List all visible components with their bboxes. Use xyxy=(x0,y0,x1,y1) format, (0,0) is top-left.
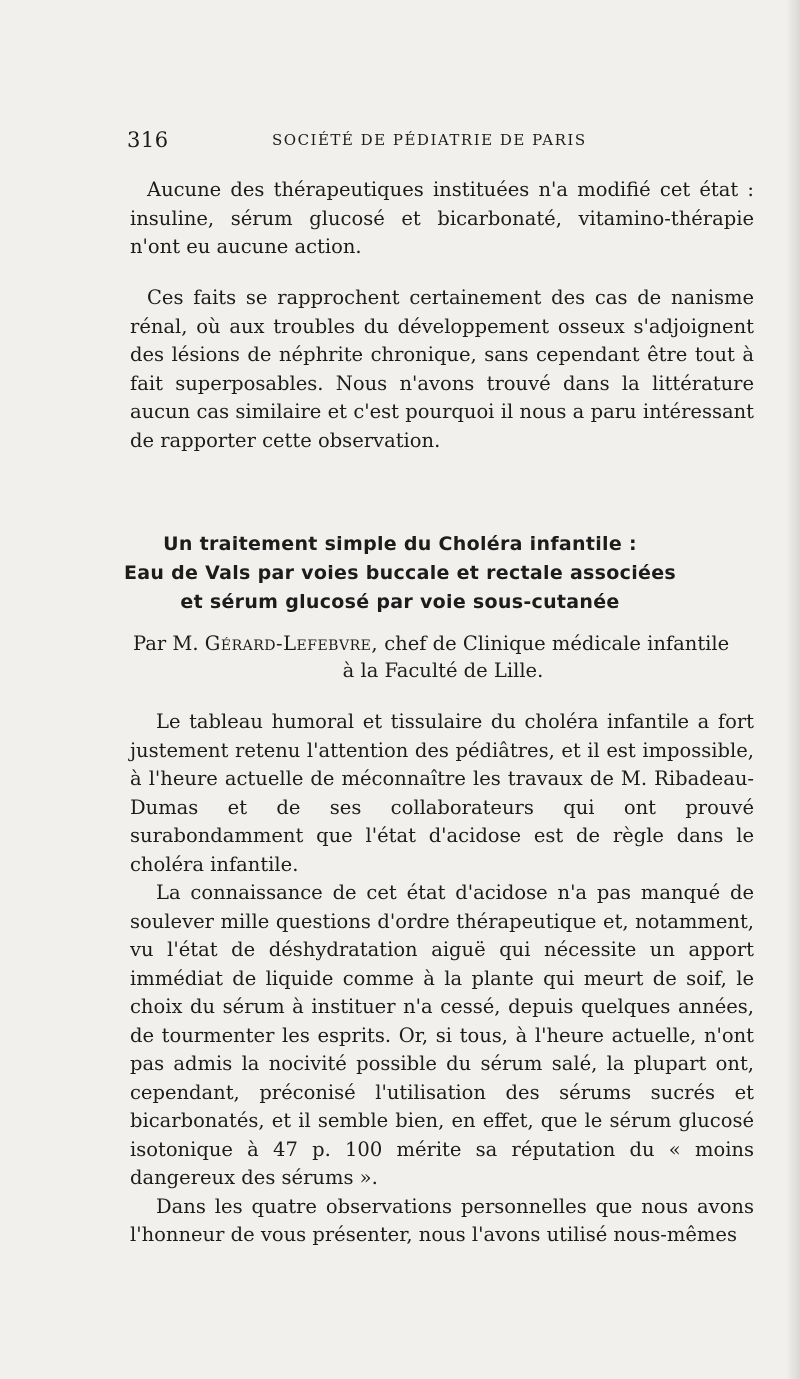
article-paragraph-1: Le tableau humoral et tissulaire du choléra infantile a fort justement retenu l'attention des pédiâtres, et il est impossible, à l'heure actuelle de méconnaître les travaux de M. Ribadeau-Dumas et de ses collaborateurs qui ont prouvé surabondamment que l'état d'acidose est de règle dans le choléra infantile. xyxy=(130,710,754,876)
paragraph-1-block xyxy=(130,176,754,262)
paragraph-2: Ces faits se rapprochent certainement des cas de nanisme rénal, où aux troubles du développement osseux s'adjoignent des lésions de néphrite chronique, sans cependant être tout à fait superposables. Nous n'avons trouvé dans la littérature aucun cas similaire et c'est pourquoi il nous a paru intéressant de rapporter cette observation. xyxy=(130,286,754,452)
article-paragraph-3: Dans les quatre observations personnelles que nous avons l'honneur de vous présenter, nous l'avons utilisé nous-mêmes xyxy=(130,1194,754,1246)
article-body xyxy=(130,708,754,1250)
byline xyxy=(133,630,753,684)
byline-role: chef de Clinique médicale infantile xyxy=(384,632,730,655)
article-title-line-1: Un traitement simple du Choléra infantile : xyxy=(163,533,637,555)
byline-prefix: Par M. xyxy=(133,632,199,655)
article-title xyxy=(120,530,680,617)
article-title-line-3: et sérum glucosé par voie sous-cutanée xyxy=(180,591,620,613)
byline-line-1 xyxy=(133,630,753,657)
page-edge-shadow xyxy=(786,0,800,1379)
byline-affiliation: à la Faculté de Lille. xyxy=(342,659,544,682)
paragraph-2-block xyxy=(130,284,754,455)
article-paragraph-2: La connaissance de cet état d'acidose n'a pas manqué de soulever mille questions d'ordre thérapeutique et, notamment, vu l'état de déshydratation aiguë qui nécessite un apport immédiat de liquide comme à la plante qui meurt de soif, le choix du sérum à instituer n'a cessé, depuis quelques années, de tourmenter les esprits. Or, si tous, à l'heure actuelle, n'ont pas admis la nocivité possible du sérum salé, la plupart ont, cependant, préconisé l'utilisation des sérums sucrés et bicarbonatés, et il semble bien, en effet, que le sérum glucosé isotonique à 47 p. 100 mérite sa réputation du « moins dangereux des sérums ». xyxy=(130,881,754,1189)
paragraph-1: Aucune des thérapeutiques instituées n'a modifié cet état : insuline, sérum glucosé et bicarbonaté, vitamino-thérapie n'ont eu aucune action. xyxy=(130,178,754,258)
running-title: SOCIÉTÉ DE PÉDIATRIE DE PARIS xyxy=(272,131,587,149)
article-title-line-2: Eau de Vals par voies buccale et rectale associées xyxy=(124,562,676,584)
author-name: Gérard-Lefebvre, xyxy=(204,632,379,655)
page-number: 316 xyxy=(127,128,169,152)
